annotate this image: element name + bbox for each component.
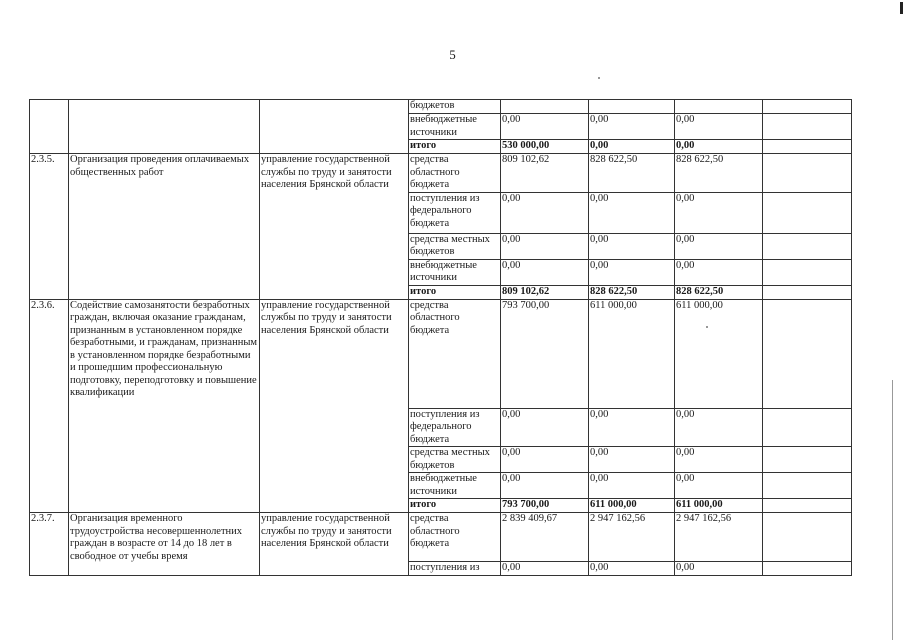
amount-v3 (675, 100, 763, 114)
amount-v3: 828 622,50 (675, 285, 763, 299)
empty-cell (763, 100, 852, 114)
amount-v3: 0,00 (675, 447, 763, 473)
executor-name: управление государственной службы по труду и занятости населения Брянской области (260, 154, 409, 300)
amount-v3: 0,00 (675, 233, 763, 259)
scan-speck (598, 77, 600, 79)
table-row (30, 154, 905, 193)
row-number: 2.3.7. (30, 513, 69, 576)
empty-cell (763, 140, 852, 154)
amount-v3: 0,00 (675, 192, 763, 233)
empty-cell (763, 473, 852, 499)
amount-v1 (501, 100, 589, 114)
amount-v2: 0,00 (589, 114, 675, 140)
amount-v1: 0,00 (501, 192, 589, 233)
amount-v1: 793 700,00 (501, 299, 589, 408)
amount-v2: 0,00 (589, 233, 675, 259)
funding-source: бюджетов (409, 100, 501, 114)
empty-cell (763, 154, 852, 193)
event-name: Содействие самозанятости безработных граждан, включая оказание гражданам, признанным в установленном порядке безработными, и гражданам, признанным в установленном порядке безработными и прошедшим профессиональную подготовку, переподготовку и повышение квалификации (69, 299, 260, 513)
funding-source: средства областного бюджета (409, 154, 501, 193)
event-name: Организация временного трудоустройства несовершеннолетних граждан в возрасте от 14 до 18 лет в свободное от учебы время (69, 513, 260, 576)
funding-source: внебюджетные источники (409, 473, 501, 499)
amount-v1: 793 700,00 (501, 499, 589, 513)
amount-v2: 0,00 (589, 562, 675, 576)
amount-v1: 0,00 (501, 259, 589, 285)
amount-v1: 0,00 (501, 408, 589, 447)
amount-v1: 0,00 (501, 233, 589, 259)
amount-v1: 0,00 (501, 114, 589, 140)
amount-v2: 0,00 (589, 140, 675, 154)
funding-source: поступления из федерального бюджета (409, 192, 501, 233)
amount-v2: 2 947 162,56 (589, 513, 675, 562)
empty-cell (763, 447, 852, 473)
amount-v1: 0,00 (501, 562, 589, 576)
row-number (30, 100, 69, 154)
funding-source: итого (409, 499, 501, 513)
table-row (30, 100, 905, 114)
amount-v3: 2 947 162,56 (675, 513, 763, 562)
budget-table (29, 99, 905, 576)
amount-v2: 611 000,00 (589, 299, 675, 408)
empty-cell (763, 285, 852, 299)
executor-name (260, 100, 409, 154)
event-name (69, 100, 260, 154)
funding-source: средства областного бюджета (409, 299, 501, 408)
amount-v3: 828 622,50 (675, 154, 763, 193)
amount-v2: 828 622,50 (589, 154, 675, 193)
amount-v2: 0,00 (589, 259, 675, 285)
table-body (30, 100, 905, 576)
scan-edge-mark (900, 2, 903, 14)
funding-source: поступления из (409, 562, 501, 576)
empty-cell (763, 499, 852, 513)
funding-source: внебюджетные источники (409, 114, 501, 140)
empty-cell (763, 233, 852, 259)
amount-v1: 809 102,62 (501, 285, 589, 299)
amount-v2: 828 622,50 (589, 285, 675, 299)
funding-source: средства областного бюджета (409, 513, 501, 562)
amount-v1: 0,00 (501, 447, 589, 473)
executor-name: управление государственной службы по труду и занятости населения Брянской области (260, 299, 409, 513)
amount-v1: 809 102,62 (501, 154, 589, 193)
amount-v3: 0,00 (675, 473, 763, 499)
funding-source: средства местных бюджетов (409, 233, 501, 259)
empty-cell (763, 299, 852, 408)
empty-cell (763, 192, 852, 233)
empty-cell (763, 259, 852, 285)
funding-source: поступления из федерального бюджета (409, 408, 501, 447)
amount-v3: 611 000,00 (675, 299, 763, 408)
amount-v3: 0,00 (675, 408, 763, 447)
amount-v1: 0,00 (501, 473, 589, 499)
amount-v1: 530 000,00 (501, 140, 589, 154)
amount-v3: 611 000,00 (675, 499, 763, 513)
amount-v2: 0,00 (589, 408, 675, 447)
funding-source: средства местных бюджетов (409, 447, 501, 473)
amount-v1: 2 839 409,67 (501, 513, 589, 562)
event-name: Организация проведения оплачиваемых общественных работ (69, 154, 260, 300)
funding-source: итого (409, 285, 501, 299)
amount-v3: 0,00 (675, 259, 763, 285)
page-number: 5 (449, 47, 456, 62)
amount-v2: 611 000,00 (589, 499, 675, 513)
empty-cell (763, 513, 852, 562)
empty-cell (763, 114, 852, 140)
funding-source: итого (409, 140, 501, 154)
row-number: 2.3.5. (30, 154, 69, 300)
amount-v2 (589, 100, 675, 114)
amount-v3: 0,00 (675, 140, 763, 154)
empty-cell (763, 562, 852, 576)
funding-source: внебюджетные источники (409, 259, 501, 285)
amount-v2: 0,00 (589, 447, 675, 473)
amount-v2: 0,00 (589, 192, 675, 233)
executor-name: управление государственной службы по труду и занятости населения Брянской области (260, 513, 409, 576)
amount-v3: 0,00 (675, 562, 763, 576)
row-number: 2.3.6. (30, 299, 69, 513)
empty-cell (763, 408, 852, 447)
amount-v3: 0,00 (675, 114, 763, 140)
table-row (30, 299, 905, 408)
table-row (30, 513, 905, 562)
amount-v2: 0,00 (589, 473, 675, 499)
